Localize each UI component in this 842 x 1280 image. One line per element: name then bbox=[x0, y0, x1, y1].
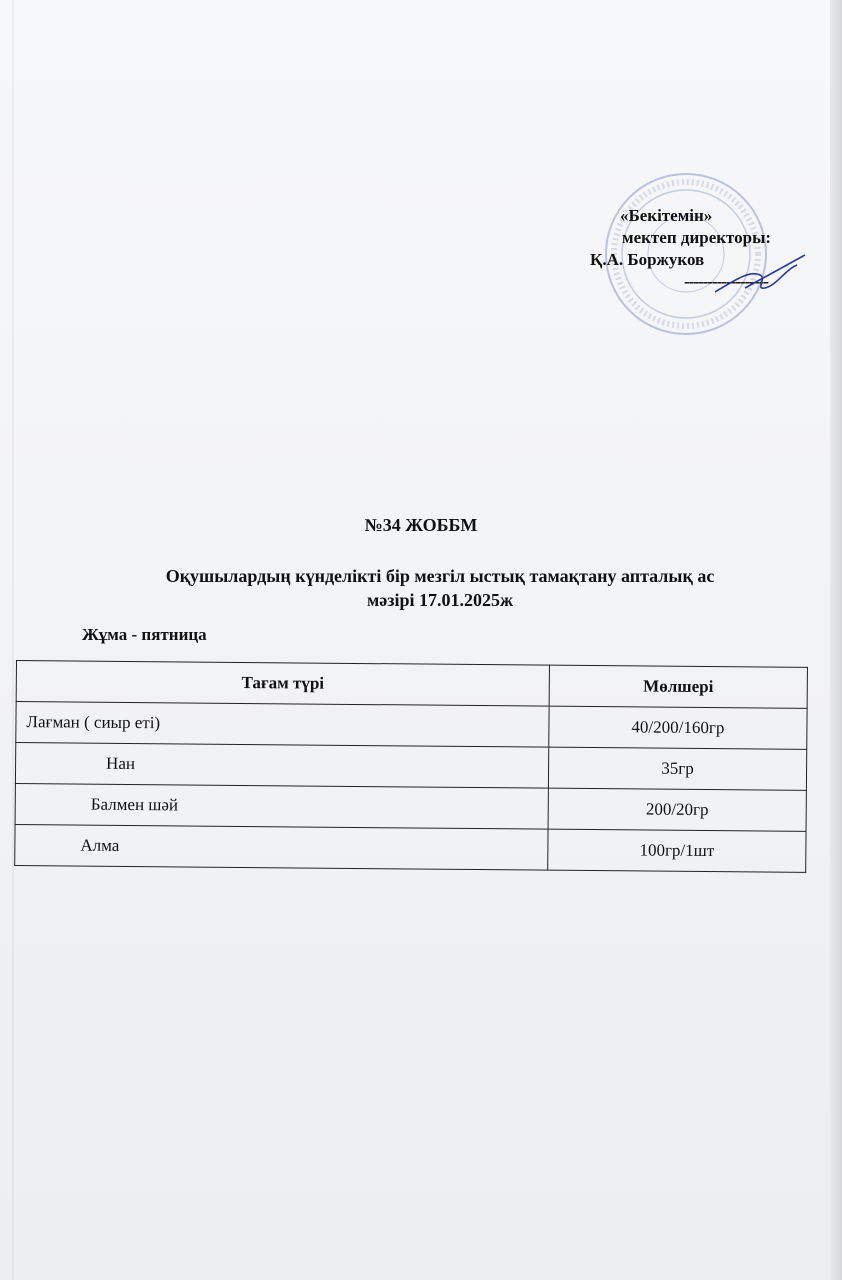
approval-position: мектеп директоры: bbox=[622, 228, 772, 247]
table-row bbox=[15, 743, 806, 791]
table-row bbox=[15, 824, 806, 872]
signature-line: ------------------ bbox=[684, 272, 768, 291]
menu-title-line2: мәзірі 17.01.2025ж bbox=[366, 590, 514, 610]
dish-name: Алма bbox=[15, 824, 548, 870]
column-header-amount: Мөлшері bbox=[549, 665, 807, 708]
menu-table bbox=[14, 660, 808, 873]
menu-title-line1: Оқушылардың күнделікті бір мезгіл ыстық тамақтану апталық ас bbox=[165, 566, 715, 586]
signature-icon bbox=[705, 250, 815, 300]
column-header-dish: Тағам түрі bbox=[16, 661, 549, 707]
dish-name: Лағман ( сиыр еті) bbox=[16, 702, 549, 748]
dish-name: Нан bbox=[15, 743, 548, 789]
table-row bbox=[16, 702, 807, 750]
day-label: Жұма - пятница bbox=[82, 625, 207, 644]
dish-amount: 35гр bbox=[548, 747, 806, 790]
table-header-row bbox=[16, 661, 807, 709]
dish-amount: 200/20гр bbox=[548, 788, 806, 831]
approval-name: Қ.А. Боржуков bbox=[590, 250, 705, 269]
approval-title: «Бекітемін» bbox=[620, 206, 713, 225]
dish-amount: 40/200/160гр bbox=[549, 706, 807, 749]
table-row bbox=[15, 783, 806, 831]
dish-name: Балмен шәй bbox=[15, 783, 548, 829]
page-edge bbox=[830, 0, 842, 1280]
dish-amount: 100гр/1шт bbox=[548, 829, 806, 872]
fold-line bbox=[12, 0, 14, 1280]
school-name: №34 ЖОББМ bbox=[364, 515, 478, 535]
menu-title bbox=[90, 564, 790, 612]
